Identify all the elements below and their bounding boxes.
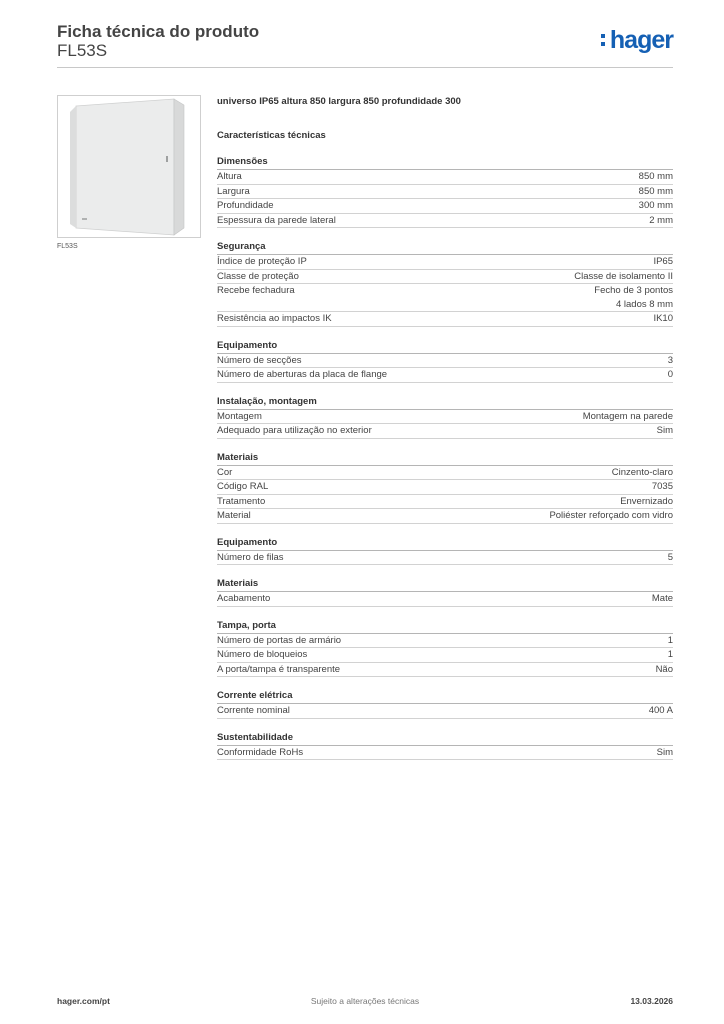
section-title: Sustentabilidade <box>217 731 673 746</box>
section-title: Corrente elétrica <box>217 689 673 704</box>
spec-label: Resistência ao impactos IK <box>217 313 332 324</box>
spec-label: A porta/tampa é transparente <box>217 663 341 675</box>
spec-value: IK10 <box>653 313 673 324</box>
section-title: Materiais <box>217 577 673 592</box>
section-title: Materiais <box>217 451 673 466</box>
logo-dots-icon <box>601 34 605 50</box>
spec-label: Tratamento <box>217 495 266 507</box>
spec-value: Fecho de 3 pontos 4 lados 8 mm <box>594 285 673 310</box>
spec-row <box>217 466 673 481</box>
spec-value: 1 <box>667 634 673 646</box>
footer-website: hager.com/pt <box>57 996 110 1006</box>
spec-label: Número de portas de armário <box>217 634 342 646</box>
logo-text: hager <box>609 26 673 54</box>
spec-row <box>217 495 673 510</box>
header-divider <box>57 67 673 68</box>
spec-section <box>217 451 673 524</box>
spec-label: Espessura da parede lateral <box>217 214 336 226</box>
spec-label: Conformidade RoHs <box>217 746 304 758</box>
spec-value: Montagem na parede <box>582 410 673 422</box>
spec-row <box>217 746 673 761</box>
spec-label: Recebe fechadura <box>217 285 295 296</box>
spec-section <box>217 395 673 439</box>
spec-label: Adequado para utilização no exterior <box>217 425 372 436</box>
spec-label: Número de bloqueios <box>217 649 308 660</box>
section-title: Tampa, porta <box>217 619 673 634</box>
spec-label: Profundidade <box>217 200 274 211</box>
section-title: Instalação, montagem <box>217 395 673 410</box>
spec-value: Mate <box>651 593 673 604</box>
enclosure-illustration <box>58 96 200 237</box>
spec-value: 2 mm <box>649 214 673 226</box>
page-footer <box>57 996 673 1010</box>
spec-label: Acabamento <box>217 593 271 604</box>
spec-heading: Características técnicas <box>217 130 326 141</box>
spec-section <box>217 339 673 383</box>
spec-section <box>217 577 673 607</box>
spec-row <box>217 214 673 229</box>
spec-value: 3 <box>667 354 673 366</box>
hager-logo <box>610 26 673 55</box>
spec-label: Cor <box>217 466 233 478</box>
spec-value: Sim <box>656 746 673 758</box>
product-code: FL53S <box>57 41 108 60</box>
spec-label: Número de secções <box>217 354 302 366</box>
spec-value: Poliéster reforçado com vidro <box>549 510 673 521</box>
spec-row <box>217 255 673 270</box>
spec-section <box>217 731 673 761</box>
spec-row <box>217 354 673 369</box>
spec-label: Classe de proteção <box>217 270 299 282</box>
spec-sections <box>217 155 673 760</box>
product-image <box>57 95 201 238</box>
spec-row <box>217 410 673 425</box>
page-header <box>57 20 673 68</box>
spec-label: Montagem <box>217 410 262 422</box>
spec-section <box>217 155 673 228</box>
spec-section <box>217 240 673 327</box>
spec-section <box>217 619 673 678</box>
section-title: Equipamento <box>217 339 673 354</box>
spec-row <box>217 284 673 312</box>
spec-value: 400 A <box>648 705 673 716</box>
section-title: Segurança <box>217 240 673 255</box>
section-title: Dimensões <box>217 155 673 170</box>
spec-row <box>217 480 673 495</box>
spec-value: 850 mm <box>638 171 673 182</box>
spec-row <box>217 509 673 524</box>
spec-label: Corrente nominal <box>217 705 290 716</box>
document-title: Ficha técnica do produto <box>57 22 260 41</box>
footer-notice: Sujeito a alterações técnicas <box>310 996 420 1006</box>
product-description: universo IP65 altura 850 largura 850 profundidade 300 <box>217 96 461 107</box>
spec-row <box>217 199 673 214</box>
spec-row <box>217 270 673 285</box>
spec-row <box>217 592 673 607</box>
spec-label: Material <box>217 510 251 521</box>
spec-section <box>217 536 673 566</box>
spec-value: 1 <box>667 649 673 660</box>
spec-row <box>217 551 673 566</box>
spec-row <box>217 634 673 649</box>
spec-label: Altura <box>217 171 242 182</box>
spec-value: 7035 <box>651 481 673 492</box>
spec-row <box>217 648 673 663</box>
image-caption: FL53S <box>57 243 78 250</box>
spec-row <box>217 312 673 327</box>
spec-label: Largura <box>217 185 250 197</box>
spec-label: Código RAL <box>217 481 269 492</box>
spec-row <box>217 704 673 719</box>
spec-section <box>217 689 673 719</box>
spec-row <box>217 170 673 185</box>
spec-value: 850 mm <box>638 185 673 197</box>
spec-value: Não <box>655 663 673 675</box>
spec-row <box>217 663 673 678</box>
spec-value: IP65 <box>653 256 673 267</box>
spec-label: Número de filas <box>217 551 284 563</box>
spec-value: Envernizado <box>620 495 673 507</box>
footer-date: 13.03.2026 <box>630 996 673 1006</box>
spec-label: Índice de proteção IP <box>217 256 307 267</box>
spec-value: Cinzento-claro <box>611 466 673 478</box>
section-title: Equipamento <box>217 536 673 551</box>
spec-value: 5 <box>667 551 673 563</box>
spec-value: Classe de isolamento II <box>574 270 673 282</box>
spec-label: Número de aberturas da placa de flange <box>217 369 388 380</box>
spec-row <box>217 368 673 383</box>
spec-value: Sim <box>656 425 673 436</box>
spec-value: 0 <box>667 369 673 380</box>
spec-value: 300 mm <box>638 200 673 211</box>
product-details <box>217 95 673 760</box>
spec-row <box>217 424 673 439</box>
spec-row <box>217 185 673 200</box>
